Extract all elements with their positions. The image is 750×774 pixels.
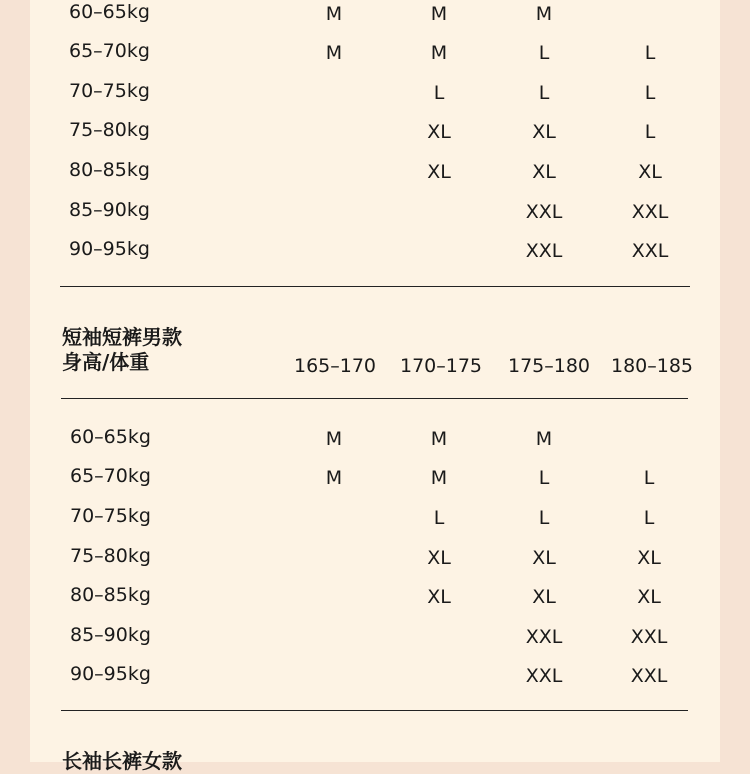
- weight-range: 90–95kg: [69, 238, 150, 260]
- weight-range: 70–75kg: [69, 80, 150, 102]
- size-cell: XL: [427, 586, 451, 608]
- size-cell: XXL: [630, 665, 668, 687]
- weight-range: 60–65kg: [69, 1, 150, 23]
- size-cell: XXL: [631, 201, 669, 223]
- weight-range: 70–75kg: [70, 505, 151, 527]
- size-cell: M: [325, 428, 343, 450]
- table-row: [0, 237, 750, 267]
- size-cell: M: [430, 428, 448, 450]
- size-cell: XL: [427, 121, 451, 143]
- weight-range: 65–70kg: [69, 40, 150, 62]
- size-cell: L: [643, 467, 655, 489]
- size-cell: XL: [638, 161, 662, 183]
- size-cell: M: [535, 3, 553, 25]
- size-cell: XXL: [525, 201, 563, 223]
- weight-range: 80–85kg: [69, 159, 150, 181]
- size-cell: XL: [532, 161, 556, 183]
- height-header: 175–180: [507, 355, 591, 377]
- size-cell: XXL: [630, 626, 668, 648]
- size-cell: M: [430, 3, 448, 25]
- size-cell: L: [538, 467, 550, 489]
- size-cell: XL: [532, 121, 556, 143]
- size-cell: M: [325, 42, 343, 64]
- size-cell: L: [644, 82, 656, 104]
- table-row: [0, 0, 750, 30]
- weight-range: 80–85kg: [70, 584, 151, 606]
- size-cell: M: [325, 3, 343, 25]
- table-row: [0, 39, 750, 69]
- height-header: 165–170: [293, 355, 377, 377]
- weight-range: 65–70kg: [70, 465, 151, 487]
- header-divider: [61, 398, 688, 399]
- table-row: [0, 198, 750, 228]
- size-cell: XL: [532, 547, 556, 569]
- table-row: [0, 425, 750, 455]
- size-cell: L: [433, 507, 445, 529]
- weight-range: 85–90kg: [70, 624, 151, 646]
- size-cell: L: [643, 507, 655, 529]
- height-header: 180–185: [610, 355, 694, 377]
- size-cell: XL: [427, 547, 451, 569]
- size-cell: XL: [427, 161, 451, 183]
- table-row: [0, 623, 750, 653]
- size-cell: L: [644, 121, 656, 143]
- next-section-title: 长袖长裤女款: [62, 749, 182, 773]
- size-cell: XXL: [525, 665, 563, 687]
- table-corner-label: 身高/体重: [62, 350, 150, 374]
- size-cell: L: [433, 82, 445, 104]
- table-row: [0, 158, 750, 188]
- size-cell: XXL: [525, 626, 563, 648]
- size-cell: XL: [637, 586, 661, 608]
- table-row: [0, 583, 750, 613]
- weight-range: 90–95kg: [70, 663, 151, 685]
- size-cell: M: [430, 467, 448, 489]
- table-divider: [61, 710, 688, 711]
- weight-range: 75–80kg: [70, 545, 151, 567]
- weight-range: 60–65kg: [70, 426, 151, 448]
- size-cell: L: [538, 82, 550, 104]
- table-row: [0, 504, 750, 534]
- table-title: 短袖短裤男款: [62, 325, 182, 349]
- size-cell: XXL: [631, 240, 669, 262]
- table-row: [0, 79, 750, 109]
- table-row: [0, 118, 750, 148]
- weight-range: 85–90kg: [69, 199, 150, 221]
- size-cell: L: [538, 42, 550, 64]
- size-cell: L: [538, 507, 550, 529]
- table-row: [0, 464, 750, 494]
- table-row: [0, 544, 750, 574]
- size-cell: XXL: [525, 240, 563, 262]
- table-divider: [60, 286, 690, 287]
- size-cell: L: [644, 42, 656, 64]
- size-cell: XL: [532, 586, 556, 608]
- table-row: [0, 662, 750, 692]
- size-cell: M: [430, 42, 448, 64]
- weight-range: 75–80kg: [69, 119, 150, 141]
- size-cell: XL: [637, 547, 661, 569]
- size-cell: M: [535, 428, 553, 450]
- height-header: 170–175: [399, 355, 483, 377]
- size-cell: M: [325, 467, 343, 489]
